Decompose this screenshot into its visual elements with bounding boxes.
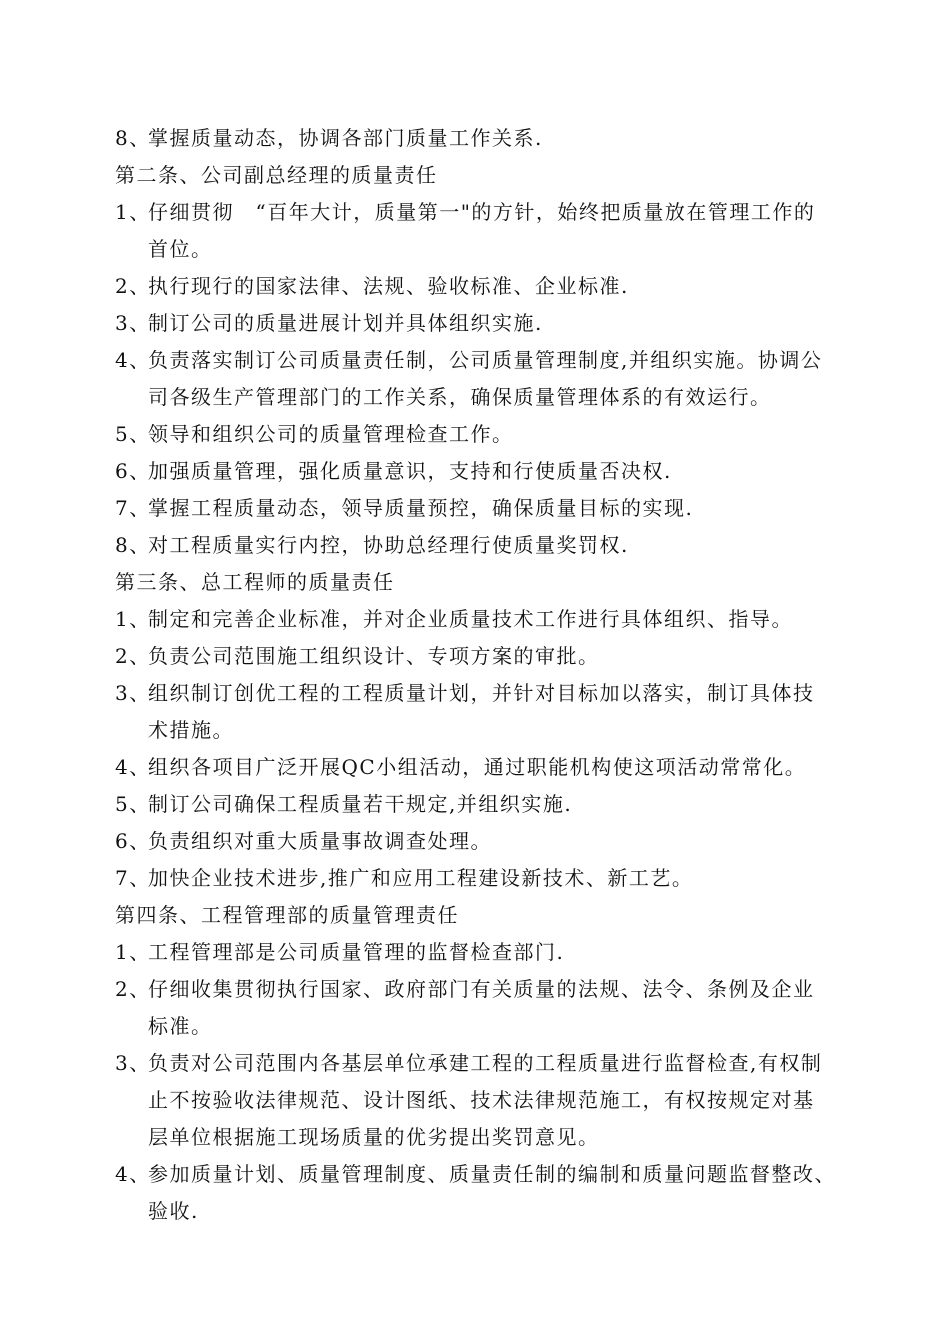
list-item <box>115 194 865 231</box>
list-item-text: 对工程质量实行内控，协助总经理行使质量奖罚权. <box>148 533 629 557</box>
list-item <box>115 305 865 342</box>
list-item-text: 仔细收集贯彻执行国家、政府部门有关质量的法规、法令、条例及企业 <box>148 977 815 1001</box>
list-item-number: 4、 <box>115 348 151 372</box>
list-item <box>115 120 865 157</box>
list-item <box>115 749 865 786</box>
list-item <box>115 416 865 453</box>
list-item <box>115 527 865 564</box>
list-item <box>115 268 865 305</box>
list-item-continuation: 首位。 <box>148 237 213 261</box>
list-item-text: 制订公司确保工程质量若干规定,并组织实施. <box>148 792 573 816</box>
list-item-continuation: 层单位根据施工现场质量的优劣提出奖罚意见。 <box>148 1125 600 1149</box>
list-item-text: 掌握质量动态，协调各部门质量工作关系. <box>148 126 543 150</box>
list-item <box>115 934 865 971</box>
list-item <box>115 342 865 379</box>
list-item-text: 工程管理部是公司质量管理的监督检查部门. <box>148 940 565 964</box>
list-item-text: 组织制订创优工程的工程质量计划，并针对目标加以落实，制订具体技 <box>148 681 815 705</box>
list-item-number: 7、 <box>115 496 151 520</box>
list-item-text: 执行现行的国家法律、法规、验收标准、企业标准. <box>148 274 629 298</box>
document-body <box>115 120 865 1230</box>
list-item-text: 负责公司范围施工组织设计、专项方案的审批。 <box>148 644 600 668</box>
list-item-number: 3、 <box>115 1051 151 1075</box>
list-item-continuation: 司各级生产管理部门的工作关系，确保质量管理体系的有效运行。 <box>148 385 772 409</box>
list-item-text: 制定和完善企业标准，并对企业质量技术工作进行具体组织、指导。 <box>148 607 793 631</box>
list-item-number: 5、 <box>115 422 151 446</box>
list-item-text: 领导和组织公司的质量管理检查工作。 <box>148 422 514 446</box>
list-item <box>115 490 865 527</box>
list-item-number: 3、 <box>115 681 151 705</box>
list-item <box>115 638 865 675</box>
list-item <box>115 1045 865 1082</box>
list-item-number: 6、 <box>115 459 151 483</box>
list-item-text: 加快企业技术进步,推广和应用工程建设新技术、新工艺。 <box>148 866 694 890</box>
list-item-number: 8、 <box>115 533 151 557</box>
list-item <box>115 601 865 638</box>
list-item-number: 8、 <box>115 126 151 150</box>
list-item-number: 2、 <box>115 977 151 1001</box>
list-item-number: 2、 <box>115 644 151 668</box>
list-item-continuation: 标准。 <box>148 1014 213 1038</box>
list-item-text: 参加质量计划、质量管理制度、质量责任制的编制和质量问题监督整改、 <box>148 1162 836 1186</box>
list-item-text: 仔细贯彻 “百年大计，质量第一"的方针，始终把质量放在管理工作的 <box>148 200 816 224</box>
list-item-continuation: 术措施。 <box>148 718 234 742</box>
list-item-number: 2、 <box>115 274 151 298</box>
list-item-continuation: 验收. <box>148 1199 199 1223</box>
list-item <box>115 786 865 823</box>
list-item-text: 加强质量管理，强化质量意识，支持和行使质量否决权. <box>148 459 672 483</box>
list-item-continuation: 止不按验收法律规范、设计图纸、技术法律规范施工，有权按规定对基 <box>148 1088 815 1112</box>
list-item-number: 1、 <box>115 200 151 224</box>
list-item-number: 1、 <box>115 940 151 964</box>
list-item-number: 1、 <box>115 607 151 631</box>
section-heading: 第二条、公司副总经理的质量责任 <box>115 163 438 187</box>
list-item <box>115 1156 865 1193</box>
list-item-number: 7、 <box>115 866 151 890</box>
list-item-text: 负责落实制订公司质量责任制，公司质量管理制度,并组织实施。协调公 <box>148 348 823 372</box>
list-item <box>115 823 865 860</box>
list-item-number: 3、 <box>115 311 151 335</box>
list-item-number: 5、 <box>115 792 151 816</box>
list-item <box>115 860 865 897</box>
list-item <box>115 675 865 712</box>
section-heading: 第四条、工程管理部的质量管理责任 <box>115 903 459 927</box>
list-item <box>115 971 865 1008</box>
list-item-text: 掌握工程质量动态，领导质量预控，确保质量目标的实现. <box>148 496 694 520</box>
list-item-text: 组织各项目广泛开展QC小组活动，通过职能机构使这项活动常常化。 <box>148 755 807 779</box>
list-item-number: 6、 <box>115 829 151 853</box>
list-item <box>115 453 865 490</box>
list-item-text: 制订公司的质量进展计划并具体组织实施. <box>148 311 543 335</box>
list-item-text: 负责组织对重大质量事故调查处理。 <box>148 829 492 853</box>
list-item-text: 负责对公司范围内各基层单位承建工程的工程质量进行监督检查,有权制 <box>148 1051 823 1075</box>
list-item-number: 4、 <box>115 1162 151 1186</box>
section-heading: 第三条、总工程师的质量责任 <box>115 570 395 594</box>
list-item-number: 4、 <box>115 755 151 779</box>
